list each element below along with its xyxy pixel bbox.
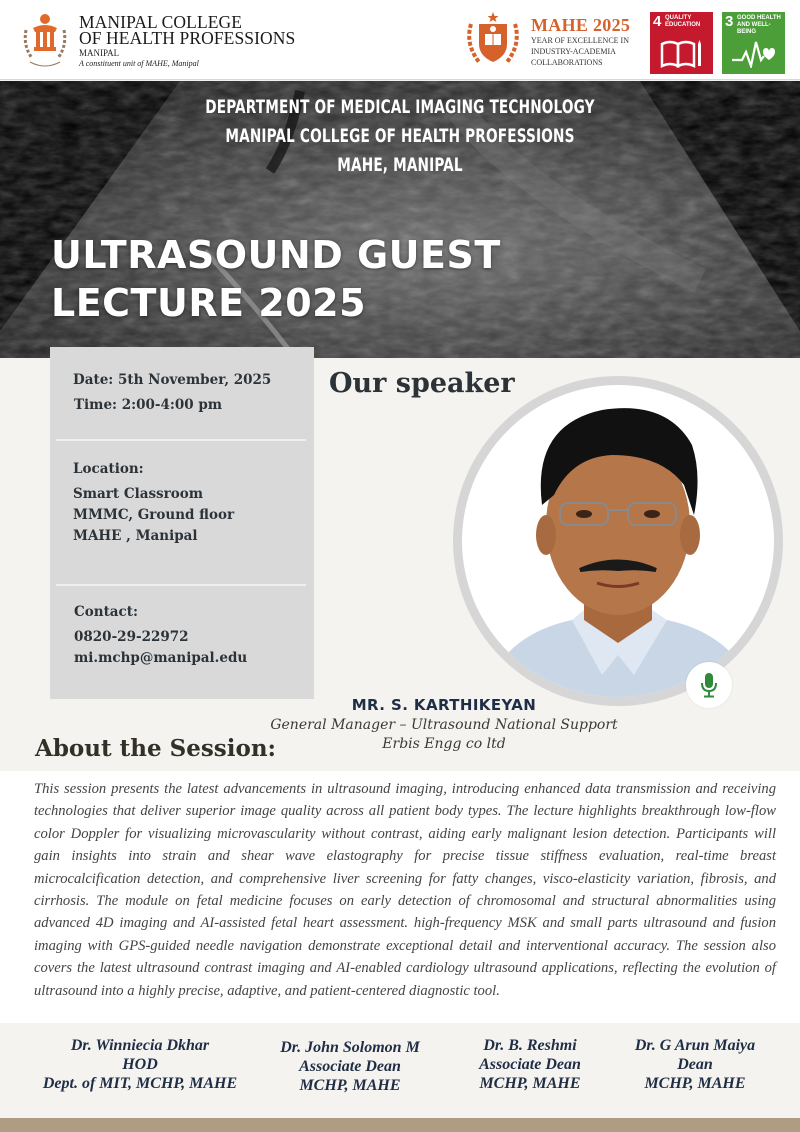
institution-location: MANIPAL xyxy=(79,48,120,58)
signatory-role: Dean xyxy=(677,1056,713,1073)
signatory-affiliation: MCHP, MAHE xyxy=(479,1075,581,1092)
speaker-heading: Our speaker xyxy=(329,368,515,399)
signatory-name: Dr. Winniecia Dkhar xyxy=(70,1037,210,1054)
department-heading xyxy=(0,93,800,180)
signatory-affiliation: MCHP, MAHE xyxy=(644,1075,746,1092)
lecture-title-line2: LECTURE 2025 xyxy=(51,281,367,325)
location-block xyxy=(73,459,234,547)
contact-phone[interactable]: 0820-29-22972 xyxy=(74,629,189,645)
institution-tagline: A constituent unit of MAHE, Manipal xyxy=(79,59,199,68)
speaker-organization: Erbis Engg co ltd xyxy=(382,736,506,752)
sdg-label-line1: QUALITY xyxy=(665,15,692,21)
speaker-photo xyxy=(462,385,774,697)
sdg-number: 3 xyxy=(725,13,734,30)
mahe-badge-sub1: YEAR OF EXCELLENCE IN xyxy=(531,36,629,45)
about-heading: About the Session: xyxy=(35,735,277,762)
about-body-text: This session presents the latest advancements in ultrasound imaging, introducing enhanced data transmission and receiving technologies that deliver superior image quality across all patient body types. The lecture highlights breakthrough low-flow color Doppler for visualizing microvascularity without contrast, aiding early malignant lesion detection. Participants will gain insights into strain and shear wave elastography for precise tissue stiffness evaluation, real-time breast microcalcification detection, and comprehensive liver screening for fatty changes, visco-elasticity variation, fibrosis, and cirrhosis. The module on fetal medicine focuses on early detection of chromosomal and structural abnormalities using advanced 4D imaging and AI-assisted fetal heart assessment. high-frequency MSK and small parts ultrasound and fusion imaging with GPS-guided needle navigation demonstrate exceptional detail and interventional accuracy. The session also covers the latest ultrasound contrast imaging and AI-enabled cardiology ultrasound applications, reflecting the evolution of ultrasound into a highly precise, adaptive, and patient-centered diagnostic tool. xyxy=(34,781,776,999)
event-info-card xyxy=(50,347,314,699)
signatories xyxy=(0,1024,800,1118)
sdg-number: 4 xyxy=(653,13,662,30)
sdg-label-line2: EDUCATION xyxy=(665,22,701,28)
signatory xyxy=(30,1036,250,1093)
microphone-badge xyxy=(686,662,732,708)
footer-bar xyxy=(0,1118,800,1132)
mahe-2025-badge xyxy=(531,16,630,67)
mchp-logo-icon xyxy=(20,10,70,70)
signatory-role: Associate Dean xyxy=(479,1056,581,1073)
signatory-name: Dr. John Solomon M xyxy=(280,1039,420,1056)
about-section xyxy=(0,771,800,1023)
signatory-role: Associate Dean xyxy=(299,1058,401,1075)
date-time-block xyxy=(73,370,271,416)
divider xyxy=(56,439,306,441)
contact-block xyxy=(74,602,247,669)
speaker-portrait-icon xyxy=(462,385,774,697)
signatory-affiliation: Dept. of MIT, MCHP, MAHE xyxy=(42,1075,238,1092)
signatory-name: Dr. B. Reshmi xyxy=(483,1037,577,1054)
sdg-4-quality-education xyxy=(650,12,713,74)
lecture-title xyxy=(51,231,501,327)
signatory-name: Dr. G Arun Maiya xyxy=(634,1037,756,1054)
location-line2: MMMC, Ground floor xyxy=(73,507,235,523)
heartbeat-icon xyxy=(732,38,778,68)
contact-email[interactable]: mi.mchp@manipal.edu xyxy=(74,650,248,666)
signatory xyxy=(260,1038,440,1095)
book-pencil-icon xyxy=(660,38,704,68)
lecture-title-line1: ULTRASOUND GUEST xyxy=(51,233,501,277)
microphone-icon xyxy=(700,672,718,698)
event-date: Date: 5th November, 2025 xyxy=(73,372,272,388)
sdg-label xyxy=(665,15,700,29)
contact-label: Contact: xyxy=(74,604,138,620)
institution-name xyxy=(79,14,295,68)
location-line1: Smart Classroom xyxy=(73,486,204,502)
signatory-affiliation: MCHP, MAHE xyxy=(299,1077,401,1094)
hero-banner xyxy=(0,81,800,358)
signatory xyxy=(450,1036,610,1093)
mahe-badge-sub3: COLLABORATIONS xyxy=(531,58,603,67)
speaker-name: MR. S. KARTHIKEYAN xyxy=(351,696,537,714)
speaker-title: General Manager – Ultrasound National Support xyxy=(270,717,618,733)
mahe-2025-emblem-icon xyxy=(463,10,523,72)
sdg-label xyxy=(737,15,785,36)
location-line3: MAHE , Manipal xyxy=(73,528,198,544)
divider xyxy=(56,584,306,586)
event-time: Time: 2:00-4:00 pm xyxy=(74,397,223,413)
header xyxy=(0,0,800,80)
dept-line3: MAHE, MANIPAL xyxy=(337,155,463,176)
institution-line1: MANIPAL COLLEGE xyxy=(79,12,243,32)
sdg-label-line1: GOOD HEALTH xyxy=(737,15,781,21)
speaker-role xyxy=(264,716,624,754)
location-label: Location: xyxy=(73,461,144,477)
mahe-badge-sub2: INDUSTRY-ACADEMIA xyxy=(531,47,616,56)
institution-line2: OF HEALTH PROFESSIONS xyxy=(79,28,296,48)
sdg-3-good-health xyxy=(722,12,785,74)
signatory xyxy=(610,1036,780,1093)
dept-line2: MANIPAL COLLEGE OF HEALTH PROFESSIONS xyxy=(225,126,575,147)
signatory-role: HOD xyxy=(122,1056,158,1073)
mahe-badge-title: MAHE 2025 xyxy=(531,15,631,35)
dept-line1: DEPARTMENT OF MEDICAL IMAGING TECHNOLOGY xyxy=(205,97,595,118)
sdg-label-line2: AND WELL-BEING xyxy=(737,22,771,35)
